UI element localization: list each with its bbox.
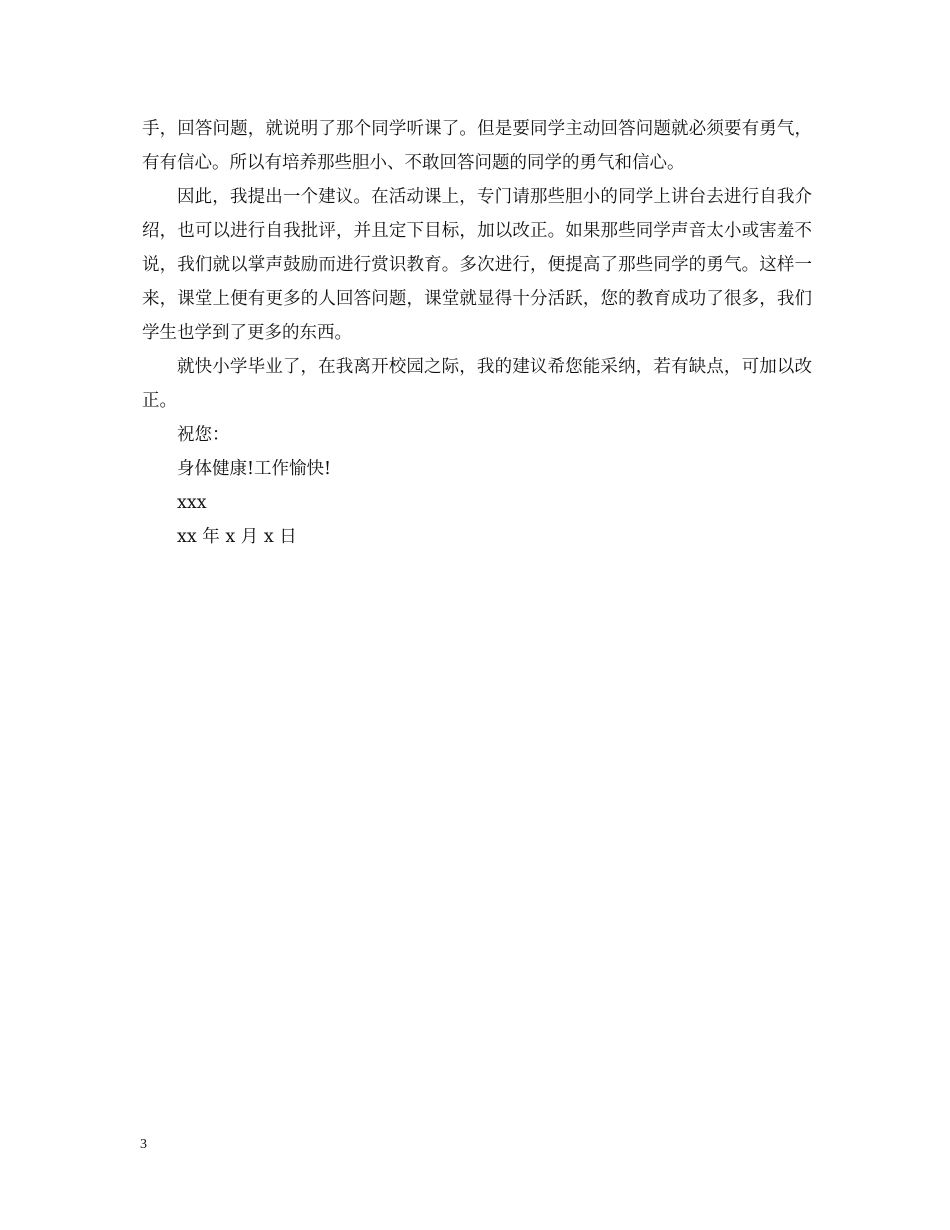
signature: xxx — [177, 493, 207, 513]
paragraph-continuation: 手，回答问题，就说明了那个同学听课了。但是要同学主动回答问题就必须要有勇气，有有信心。所以有培养那些胆小、不敢回答问题的同学的勇气和信心。 — [142, 119, 812, 173]
paragraph-suggestion: 因此，我提出一个建议。在活动课上，专门请那些胆小的同学上讲台去进行自我介绍，也可以进行自我批评，并且定下目标，加以改正。如果那些同学声音太小或害羞不说，我们就以掌声鼓励而进行赏识教育。多次进行，便提高了那些同学的勇气。这样一来，课堂上便有更多的人回答问题，课堂就显得十分活跃，您的教育成功了很多，我们学生也学到了更多的东西。 — [142, 187, 812, 343]
paragraph-conclusion: 就快小学毕业了，在我离开校园之际，我的建议希您能采纳，若有缺点，可加以改正。 — [142, 357, 812, 411]
date-line: xx 年 x 月 x 日 — [177, 527, 297, 547]
closing-greeting: 祝您： — [177, 425, 230, 445]
page-number: 3 — [140, 1137, 147, 1152]
document-body — [142, 112, 812, 554]
closing-wish: 身体健康!工作愉快! — [177, 459, 332, 479]
